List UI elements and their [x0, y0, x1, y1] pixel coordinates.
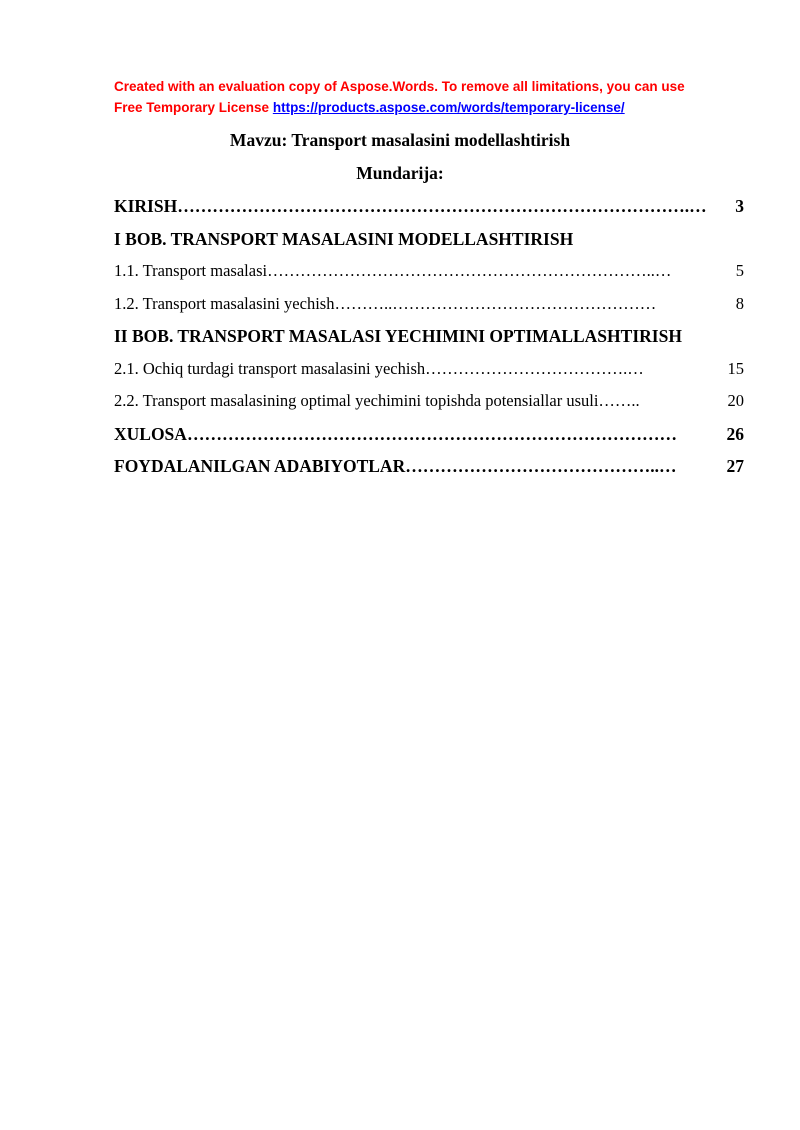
table-of-contents — [114, 196, 744, 489]
evaluation-notice — [114, 76, 754, 118]
toc-entry-page: 5 — [735, 261, 744, 280]
toc-entry-leader: ……………………………………………………………..… — [267, 261, 672, 280]
toc-entry-leader: ………..………………………………………… — [334, 293, 657, 313]
toc-entry-leader: ……………………………………..… — [405, 456, 677, 476]
toc-entry-kirish[interactable] — [114, 196, 744, 229]
toc-entry-leader: ………………………………………………………………………… — [186, 423, 677, 444]
evaluation-notice-license-label: Free Temporary License — [114, 100, 273, 115]
temporary-license-link[interactable]: https://products.aspose.com/words/temporary-license/ — [272, 100, 625, 115]
toc-entry-page: 3 — [735, 196, 744, 216]
contents-heading: Mundarija: — [356, 163, 444, 183]
toc-entry-title: 1.1. Transport masalasi — [114, 261, 268, 280]
toc-entry-title: XULOSA — [114, 423, 187, 444]
toc-entry-title: 2.2. Transport masalasining optimal yechimini topishda potensiallar usuli — [114, 391, 599, 410]
evaluation-notice-line-2 — [114, 97, 754, 118]
toc-entry-bibliography[interactable] — [114, 456, 744, 489]
toc-entry-xulosa[interactable] — [114, 424, 744, 457]
toc-entry-section-2-2[interactable] — [114, 391, 744, 424]
evaluation-notice-line-1: Created with an evaluation copy of Aspose.Words. To remove all limitations, you can use — [114, 79, 685, 94]
toc-entry-leader: …….. — [598, 391, 640, 410]
toc-entry-page: 26 — [726, 423, 744, 444]
toc-entry-title: II BOB. TRANSPORT MASALASI YECHIMINI OPTIMALLASHTIRISH — [114, 326, 682, 346]
toc-entry-title: FOYDALANILGAN ADABIYOTLAR — [114, 456, 406, 476]
toc-entry-page: 20 — [727, 391, 744, 410]
toc-entry-leader: …………………………………………………………………………….… — [177, 196, 707, 216]
toc-entry-section-2-1[interactable] — [114, 359, 744, 392]
toc-entry-chapter-2[interactable] — [114, 326, 744, 359]
toc-entry-title: I BOB. TRANSPORT MASALASINI MODELLASHTIRISH — [114, 228, 574, 249]
toc-entry-section-1-1[interactable] — [114, 261, 744, 294]
toc-entry-page: 15 — [727, 358, 744, 378]
toc-entry-title: 2.1. Ochiq turdagi transport masalasini yechish — [114, 358, 426, 378]
toc-entry-page: 27 — [726, 456, 744, 476]
toc-entry-title: KIRISH — [114, 196, 178, 216]
toc-entry-title: 1.2. Transport masalasini yechish — [114, 293, 335, 313]
toc-entry-section-1-2[interactable] — [114, 294, 744, 327]
toc-entry-page: 8 — [735, 293, 744, 313]
document-topic: Mavzu: Transport masalasini modellashtirish — [229, 130, 571, 150]
toc-entry-leader: ……………………………….… — [425, 358, 644, 378]
toc-entry-chapter-1[interactable] — [114, 229, 744, 262]
